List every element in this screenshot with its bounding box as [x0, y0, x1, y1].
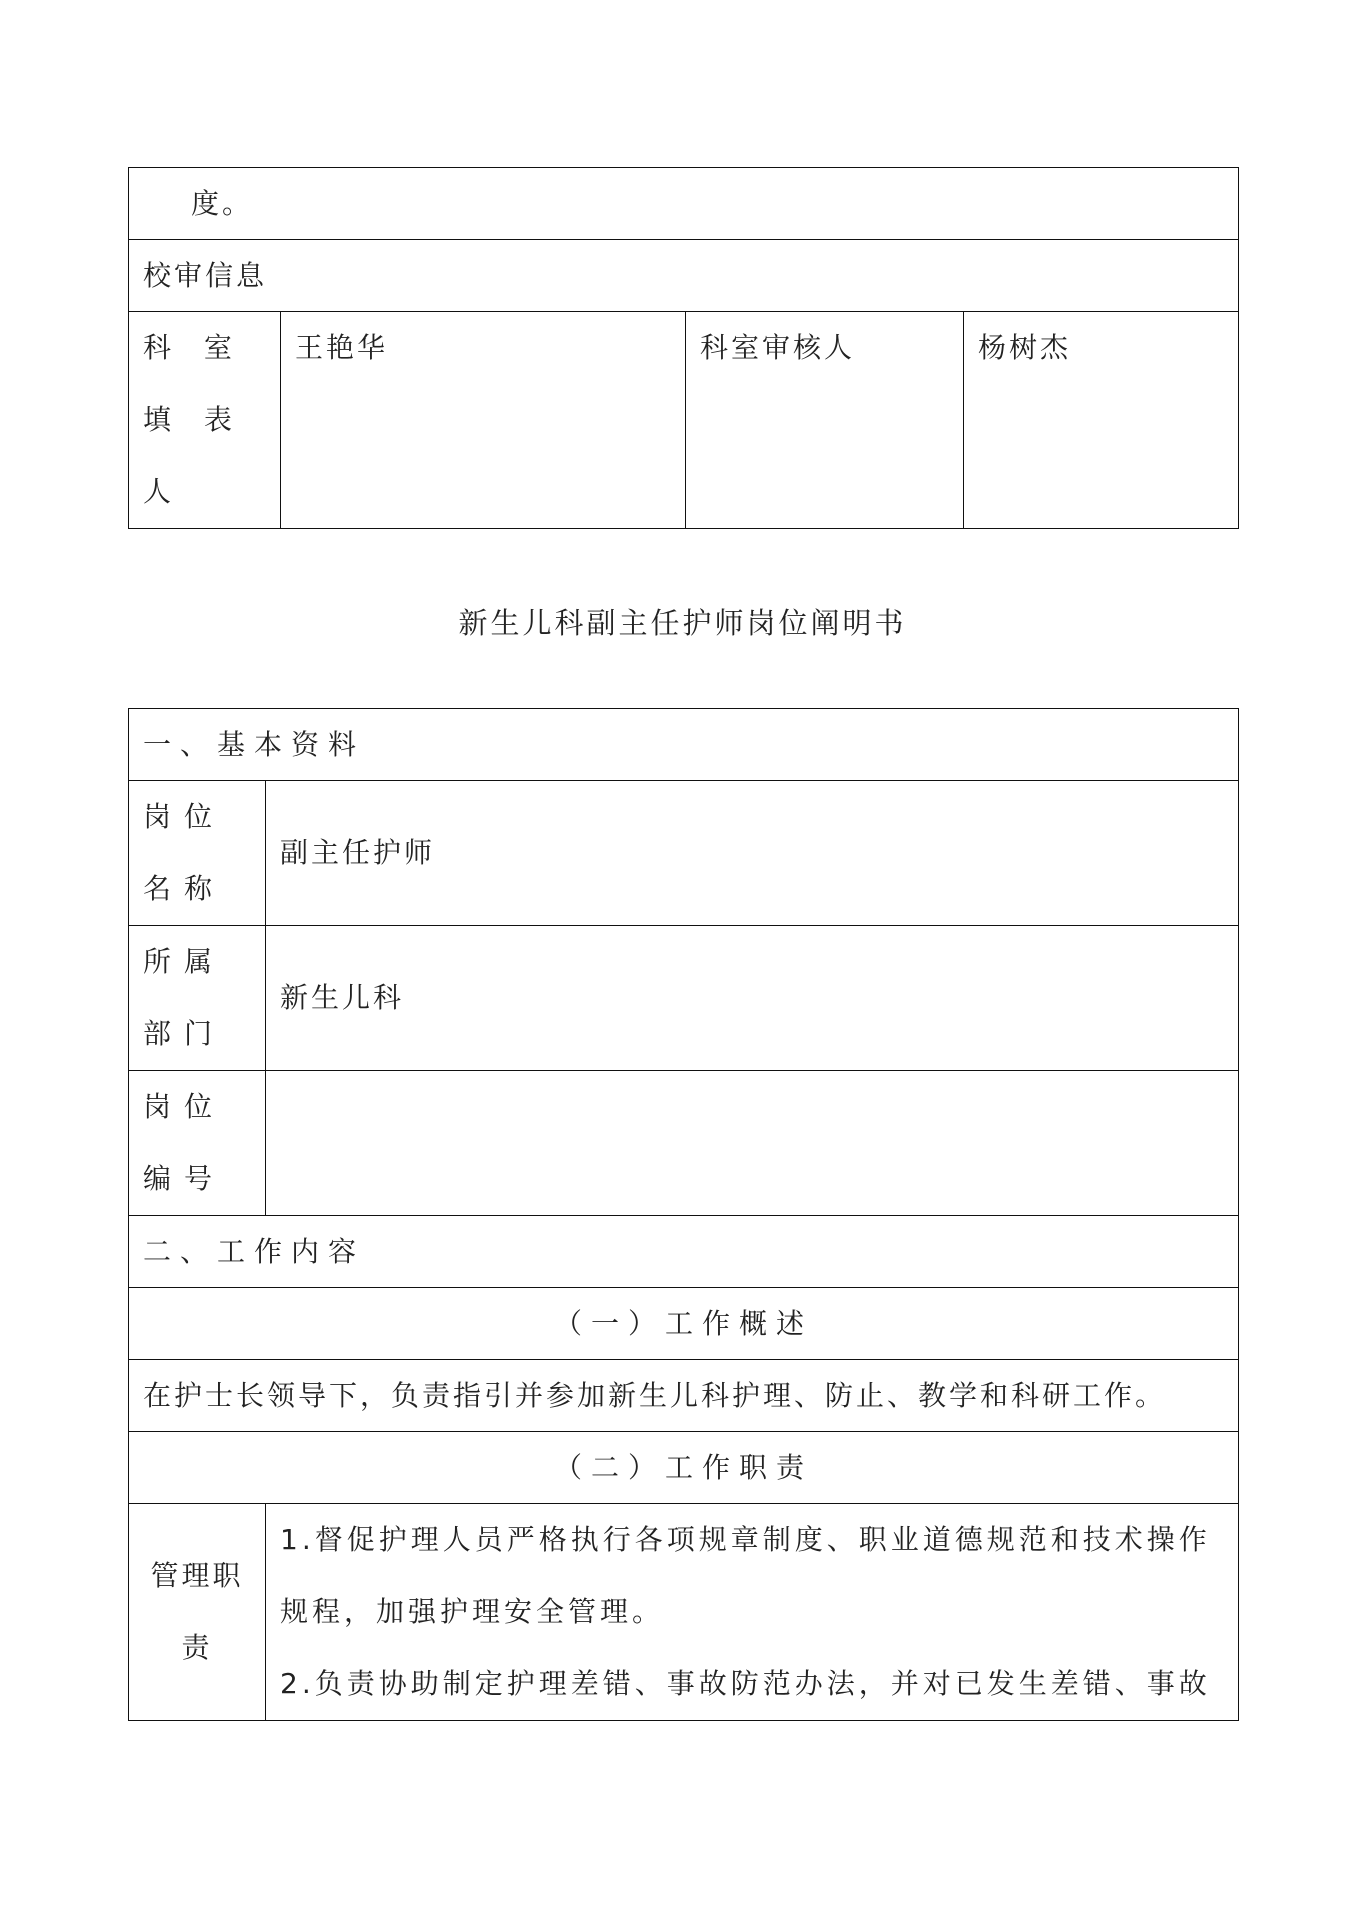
section-work-content-heading: 二、工作内容 — [129, 1216, 1239, 1288]
management-duty-item: 2.负责协助制定护理差错、事故防范办法，并对已发生差错、事故 — [280, 1667, 1211, 1700]
reviewer-label: 科室审核人 — [686, 312, 964, 529]
management-duty-item: 1.督促护理人员严格执行各项规章制度、职业道德规范和技术操作规程，加强护理安全管理。 — [280, 1523, 1211, 1628]
duties-heading-row — [129, 1432, 1239, 1504]
overview-heading: （一）工作概述 — [129, 1288, 1239, 1360]
department-label: 所属部门 — [129, 926, 266, 1071]
review-info-row — [129, 240, 1239, 312]
section-basic-info-heading: 一、基本资料 — [129, 709, 1239, 781]
position-number-label: 岗位编号 — [129, 1071, 266, 1216]
section-basic-info-row — [129, 709, 1239, 781]
signature-row — [129, 312, 1239, 529]
position-name-row — [129, 781, 1239, 926]
position-name-value: 副主任护师 — [266, 781, 1239, 926]
position-number-row — [129, 1071, 1239, 1216]
duties-heading: （二）工作职责 — [129, 1432, 1239, 1504]
position-name-label: 岗位名称 — [129, 781, 266, 926]
document-title: 新生儿科副主任护师岗位阐明书 — [458, 606, 907, 640]
overview-text: 在护士长领导下，负责指引并参加新生儿科护理、防止、教学和科研工作。 — [129, 1360, 1239, 1432]
management-duties-label: 管理职责 — [129, 1504, 266, 1721]
management-duties-text — [266, 1504, 1239, 1721]
continued-text: 度。 — [129, 168, 1239, 240]
department-row — [129, 926, 1239, 1071]
reviewer-name: 杨树杰 — [964, 312, 1239, 529]
form-filler-name: 王艳华 — [281, 312, 686, 529]
management-duties-row — [129, 1504, 1239, 1721]
position-number-value — [266, 1071, 1239, 1216]
continued-text-row — [129, 168, 1239, 240]
review-info-label: 校审信息 — [129, 240, 1239, 312]
section-work-content-row — [129, 1216, 1239, 1288]
department-value: 新生儿科 — [266, 926, 1239, 1071]
review-info-table — [128, 167, 1239, 529]
overview-text-row — [129, 1360, 1239, 1432]
job-description-table — [128, 708, 1239, 1721]
form-filler-label: 科 室 填 表人 — [129, 312, 281, 529]
overview-heading-row — [129, 1288, 1239, 1360]
